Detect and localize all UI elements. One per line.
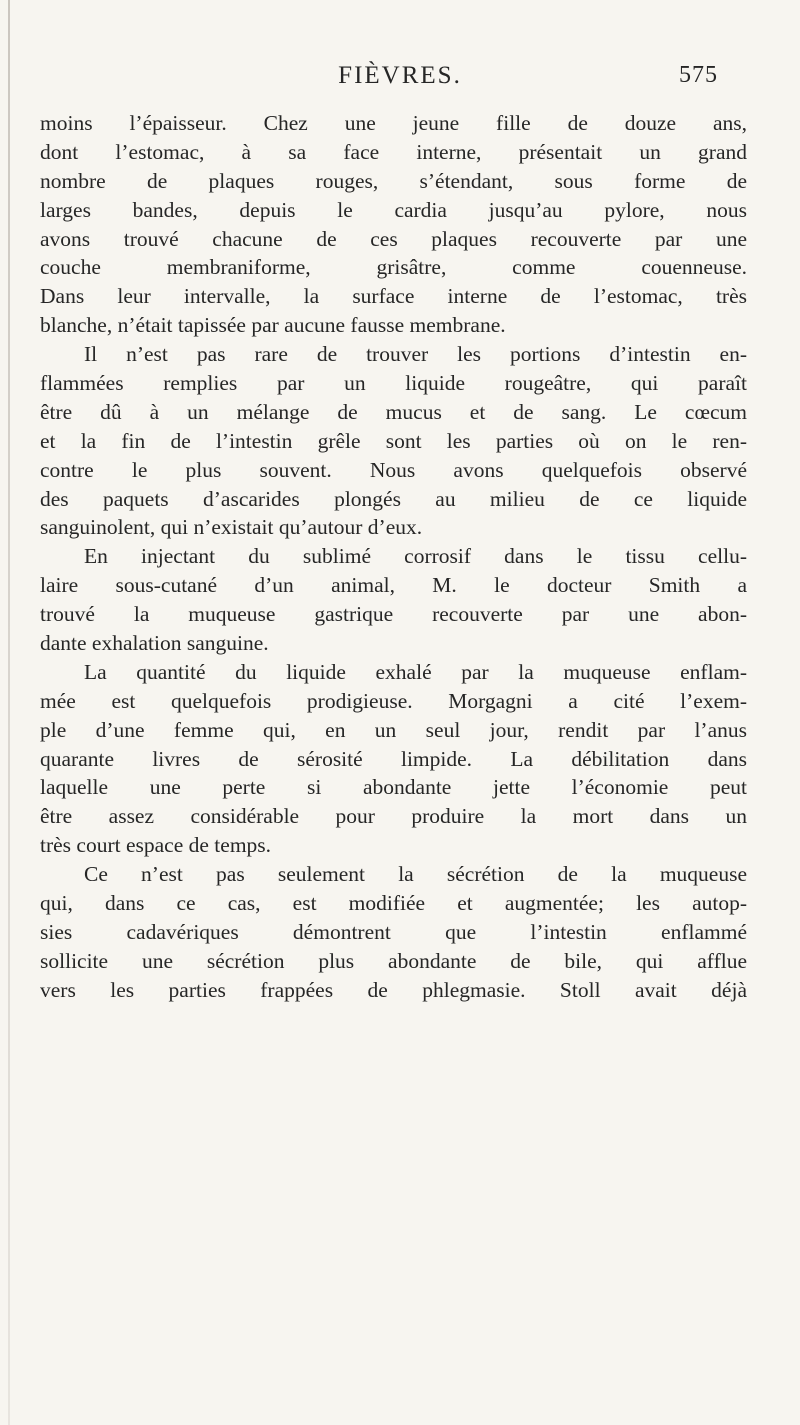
text-line: être assez considérable pour produire la mort dans un [40,804,747,829]
text-line: qui, dans ce cas, est modifiée et augmentée; les autop- [40,891,747,916]
running-title: FIÈVRES. [338,62,462,89]
text-line: En injectant du sublimé corrosif dans le tissu cellu- [84,544,747,569]
body-text [40,109,747,1005]
text-line: Ce n’est pas seulement la sécrétion de la muqueuse [84,862,747,887]
text-line: être dû à un mélange de mucus et de sang. Le cœcum [40,399,747,424]
text-line: très court espace de temps. [40,833,272,858]
text-line: avons trouvé chacune de ces plaques recouverte par une [40,226,747,251]
text-line: dante exhalation sanguine. [40,631,269,656]
text-line: Dans leur intervalle, la surface interne de l’estomac, très [40,284,747,309]
text-line: des paquets d’ascarides plongés au milieu de ce liquide [40,486,747,511]
text-line: quarante livres de sérosité limpide. La débilitation dans [40,746,747,771]
text-line: La quantité du liquide exhalé par la muqueuse enflam- [84,659,747,684]
page-number: 575 [679,62,718,88]
text-line: ple d’une femme qui, en un seul jour, rendit par l’anus [40,717,747,742]
page-gutter-shadow [8,0,10,1425]
text-line: dont l’estomac, à sa face interne, présentait un grand [40,139,747,164]
text-line: laire sous-cutané d’un animal, M. le docteur Smith a [40,573,747,598]
text-line: laquelle une perte si abondante jette l’économie peut [40,775,747,800]
text-line: contre le plus souvent. Nous avons quelquefois observé [40,457,747,482]
text-line: Il n’est pas rare de trouver les portions d’intestin en- [84,342,747,367]
text-line: nombre de plaques rouges, s’étendant, sous forme de [40,168,747,193]
text-line: larges bandes, depuis le cardia jusqu’au pylore, nous [40,197,747,222]
text-line: couche membraniforme, grisâtre, comme couenneuse. [40,255,747,280]
page-header [0,62,800,102]
text-line: et la fin de l’intestin grêle sont les parties où on le ren- [40,428,747,453]
text-line: flammées remplies par un liquide rougeâtre, qui paraît [40,371,747,396]
text-line: mée est quelquefois prodigieuse. Morgagni a cité l’exem- [40,688,747,713]
text-line: sies cadavériques démontrent que l’intestin enflammé [40,919,747,944]
text-line: moins l’épaisseur. Chez une jeune fille de douze ans, [40,111,747,135]
text-line: blanche, n’était tapissée par aucune fausse membrane. [40,313,506,338]
text-line: vers les parties frappées de phlegmasie. Stoll avait déjà [40,977,747,1002]
text-line: sanguinolent, qui n’existait qu’autour d’eux. [40,515,423,540]
text-line: trouvé la muqueuse gastrique recouverte par une abon- [40,602,747,627]
text-line: sollicite une sécrétion plus abondante de bile, qui afflue [40,948,747,973]
